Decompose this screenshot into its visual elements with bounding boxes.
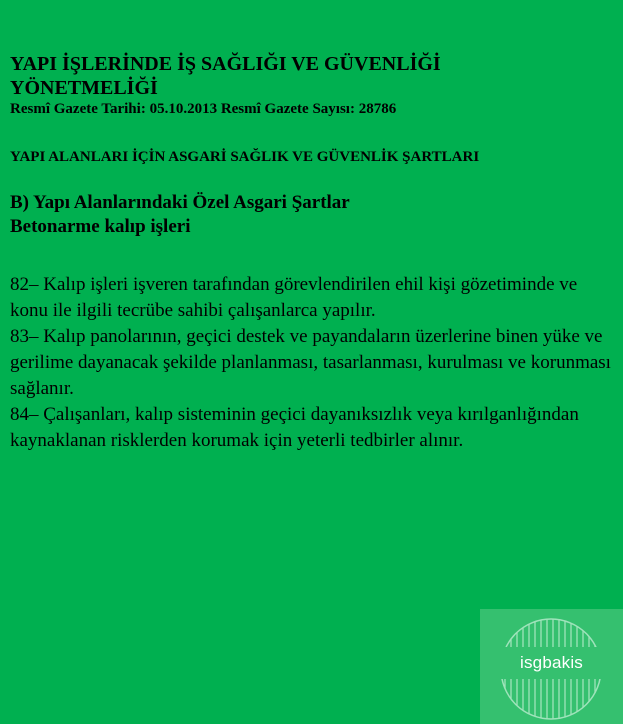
article-list — [10, 272, 618, 454]
document-title: YAPI İŞLERİNDE İŞ SAĞLIĞI VE GÜVENLİĞİ YÖNETMELİĞİ — [10, 53, 441, 99]
article-84: 84– Çalışanları, kalıp sisteminin geçici dayanıksızlık veya kırılganlığından kaynaklanan risklerden korumak için yeterli tedbirler alınır. — [10, 404, 579, 451]
document-body — [10, 52, 618, 454]
watermark-logo — [480, 609, 623, 724]
topic-heading: Betonarme kalıp işleri — [10, 216, 191, 237]
section-heading: YAPI ALANLARI İÇİN ASGARİ SAĞLIK VE GÜVENLİK ŞARTLARI — [10, 149, 480, 165]
subsection-heading: B) Yapı Alanlarındaki Özel Asgari Şartlar — [10, 192, 350, 213]
article-82: 82– Kalıp işleri işveren tarafından görevlendirilen ehil kişi gözetiminde ve konu ile ilgili tecrübe sahibi çalışanlarca yapılır. — [10, 274, 578, 321]
article-83: 83– Kalıp panolarının, geçici destek ve payandaların üzerlerine binen yüke ve gerilime dayanacak şekilde planlanması, tasarlanması, kurulması ve korunması sağlanır. — [10, 326, 611, 399]
gazette-info: Resmî Gazete Tarihi: 05.10.2013 Resmî Gazete Sayısı: 28786 — [10, 101, 397, 117]
watermark-text: isgbakis — [519, 653, 584, 672]
